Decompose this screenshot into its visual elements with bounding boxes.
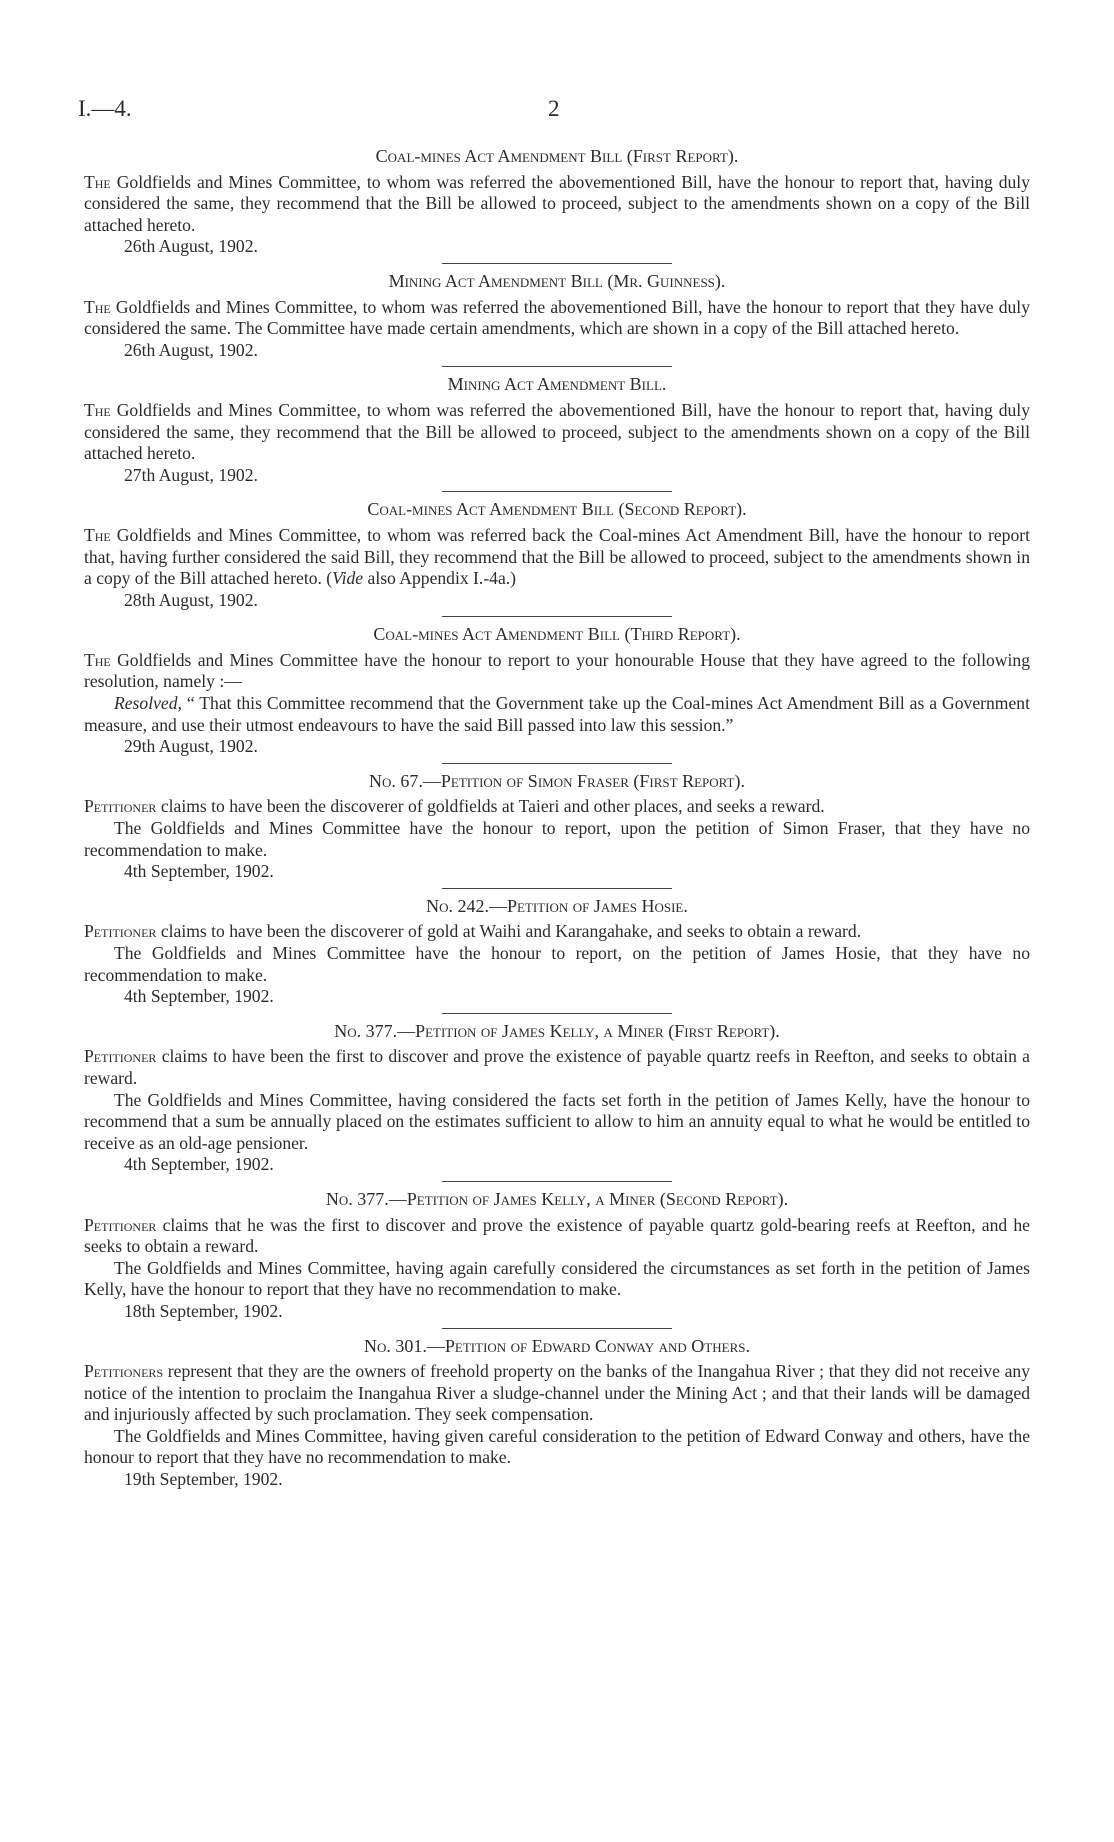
report-date: 26th August, 1902. [124, 236, 258, 257]
report-section [84, 896, 1030, 1008]
paragraph-text: claims to have been the discoverer of gold at Waihi and Karangahake, and seeks to obtain a reward. [156, 921, 862, 942]
resolution-paragraph [84, 693, 1030, 736]
report-paragraph [84, 1215, 1030, 1258]
report-section [84, 1336, 1030, 1491]
report-section [84, 499, 1030, 611]
report-date: 19th September, 1902. [124, 1469, 283, 1490]
report-paragraph [84, 650, 1030, 693]
report-paragraph [84, 172, 1030, 237]
paragraph-tail: also Appendix I.-4a.) [363, 568, 517, 589]
report-section [84, 271, 1030, 361]
report-date: 27th August, 1902. [124, 464, 258, 485]
report-paragraph [84, 525, 1030, 590]
paragraph-text: “ That this Committee recommend that the Government take up the Coal-mines Act Amendment Bill as a Government measure, and use their utmost endeavours to have the said Bill passed into law this session.” [84, 693, 1030, 735]
report-paragraph: The Goldfields and Mines Committee, having given careful consideration to the petition of Edward Conway and others, have the honour to report that they have no recommendation to make. [84, 1425, 1030, 1468]
paragraph-lead: The [84, 399, 111, 420]
paragraph-text: claims to have been the discoverer of goldfields at Taieri and other places, and seeks a reward. [156, 796, 825, 817]
report-paragraph [84, 1361, 1030, 1426]
paragraph-text: claims to have been the first to discover and prove the existence of payable quartz reefs in Reefton, and seeks to obtain a reward. [84, 1046, 1030, 1088]
report-paragraph: The Goldfields and Mines Committee, having considered the facts set forth in the petition of James Kelly, have the honour to recommend that a sum be annually placed on the estimates sufficient to allow to him an annuity equal to what he would be entitled to receive as an old-age pensioner. [84, 1089, 1030, 1153]
section-heading: Mining Act Amendment Bill (Mr. Guinness). [388, 270, 726, 291]
report-section [84, 1189, 1030, 1323]
report-date: 4th September, 1902. [124, 986, 274, 1007]
paragraph-lead: The [84, 649, 111, 670]
report-section [84, 374, 1030, 486]
page-header [78, 96, 1038, 126]
report-date: 4th September, 1902. [124, 861, 274, 882]
section-divider [442, 1013, 672, 1014]
section-divider [442, 1328, 672, 1329]
paragraph-lead: Petitioner [84, 1214, 157, 1235]
paragraph-text: represent that they are the owners of freehold property on the banks of the Inangahua River ; that they did not receive any notice of the intention to proclaim the Inangahua River a sludge-channel under the Mining Act ; and that their lands will be damaged and injuriously affected by such proclamation. They seek compensation. [84, 1361, 1030, 1425]
section-heading: No. 377.—Petition of James Kelly, a Miner (First Report). [334, 1020, 780, 1041]
report-section [84, 624, 1030, 758]
section-divider [442, 263, 672, 264]
report-section [84, 1021, 1030, 1176]
page-number: 2 [548, 96, 560, 121]
document-reference: I.—4. [78, 96, 132, 121]
report-date: 26th August, 1902. [124, 339, 258, 360]
report-section [84, 771, 1030, 883]
section-divider [442, 616, 672, 617]
section-divider [442, 888, 672, 889]
paragraph-lead: The [84, 524, 111, 545]
section-heading: Coal-mines Act Amendment Bill (Second Report). [367, 499, 747, 520]
section-heading: Coal-mines Act Amendment Bill (First Report). [375, 146, 739, 166]
report-date: 29th August, 1902. [124, 736, 258, 757]
paragraph-lead: Petitioners [84, 1361, 164, 1382]
paragraph-lead: The [84, 171, 111, 192]
report-paragraph: The Goldfields and Mines Committee have the honour to report, on the petition of James Hosie, that they have no recommendation to make. [84, 943, 1030, 985]
paragraph-text: Goldfields and Mines Committee, to whom was referred the abovementioned Bill, have the honour to report that, having duly considered the same, they recommend that the Bill be allowed to proceed, subject to the amendments shown on a copy of the Bill attached hereto. [84, 399, 1030, 464]
section-divider [442, 491, 672, 492]
report-paragraph [84, 297, 1030, 340]
paragraph-emphasis: Vide [332, 568, 364, 589]
paragraph-lead: Petitioner [84, 1046, 157, 1067]
paragraph-text: Goldfields and Mines Committee, to whom was referred back the Coal-mines Act Amendment Bill, have the honour to report that, having further considered the said Bill, they recommend that the Bill be allowed to proceed, subject to the amendments shown in a copy of the Bill attached hereto. ( [84, 524, 1030, 589]
report-date: 18th September, 1902. [124, 1300, 283, 1321]
section-heading: No. 377.—Petition of James Kelly, a Miner (Second Report). [325, 1188, 789, 1209]
paragraph-lead: The [84, 296, 111, 317]
section-heading: No. 242.—Petition of James Hosie. [426, 895, 688, 916]
paragraph-lead: Petitioner [84, 796, 157, 817]
section-heading: No. 67.—Petition of Simon Fraser (First Report). [369, 770, 745, 791]
report-date: 28th August, 1902. [124, 589, 258, 610]
section-heading: Mining Act Amendment Bill. [447, 374, 667, 395]
paragraph-text: Goldfields and Mines Committee, to whom was referred the abovementioned Bill, have the honour to report that they have duly considered the same. The Committee have made certain amendments, which are shown in a copy of the Bill attached hereto. [84, 296, 1030, 339]
section-divider [442, 366, 672, 367]
section-divider [442, 1181, 672, 1182]
paragraph-text: claims that he was the first to discover and prove the existence of payable quartz gold-bearing reefs at Reefton, and he seeks to obtain a reward. [84, 1214, 1030, 1257]
report-list [84, 146, 1030, 1491]
section-heading: Coal-mines Act Amendment Bill (Third Report). [373, 624, 741, 645]
report-paragraph [84, 796, 1030, 818]
paragraph-text: Goldfields and Mines Committee, to whom was referred the abovementioned Bill, have the honour to report that, having duly considered the same, they recommend that the Bill be allowed to proceed, subject to the amendments shown on a copy of the Bill attached hereto. [84, 171, 1030, 235]
report-date: 4th September, 1902. [124, 1154, 274, 1175]
report-paragraph: The Goldfields and Mines Committee have the honour to report, upon the petition of Simon Fraser, that they have no recommendation to make. [84, 818, 1030, 860]
report-section [84, 146, 1030, 258]
paragraph-emphasis: Resolved, [114, 693, 182, 714]
section-heading: No. 301.—Petition of Edward Conway and Others. [364, 1335, 750, 1356]
report-paragraph [84, 921, 1030, 943]
paragraph-text: Goldfields and Mines Committee have the honour to report to your honourable House that they have agreed to the following resolution, namely :— [84, 649, 1030, 692]
report-paragraph [84, 400, 1030, 465]
report-paragraph [84, 1046, 1030, 1089]
paragraph-lead: Petitioner [84, 921, 157, 942]
section-divider [442, 763, 672, 764]
report-paragraph: The Goldfields and Mines Committee, having again carefully considered the circumstances as set forth in the petition of James Kelly, have the honour to report that they have no recommendation to make. [84, 1257, 1030, 1300]
